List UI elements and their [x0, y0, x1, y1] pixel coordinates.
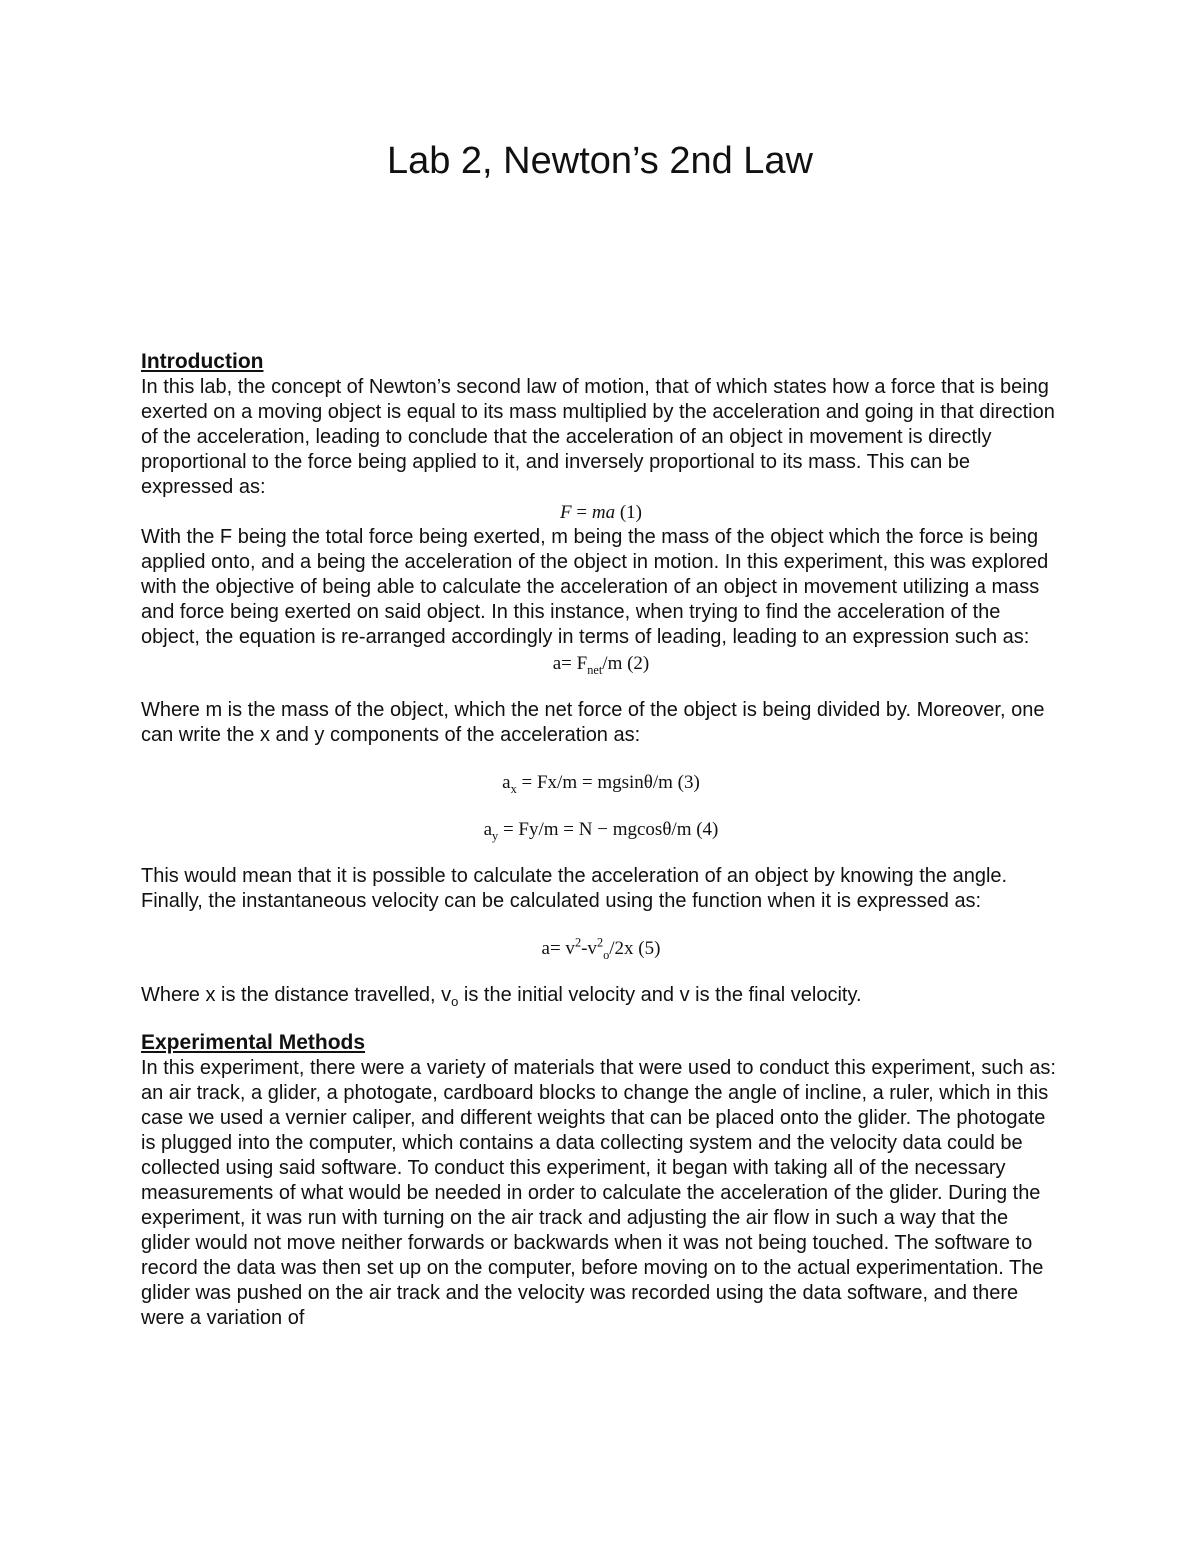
equation-1: F = ma (1)	[560, 502, 642, 523]
methods-paragraph-1: In this experiment, there were a variety of materials that were used to conduct this experiment, such as: an air track, a glider, a photogate, cardboard blocks to change the angle of incline, a ruler, which in this case we used a vernier caliper, and different weights that can be placed onto the glider. The photogate is plugged into the computer, which contains a data collecting system and the velocity data could be collected using said software. To conduct this experiment, it began with taking all of the necessary measurements of what would be needed in order to calculate the acceleration of the glider. During the experiment, it was run with turning on the air track and adjusting the air flow in such a way that the glider would not move neither forwards or backwards when it was not being touched. The software to record the data was then set up on the computer, before moving on to the actual experimentation. The glider was pushed on the air track and the velocity was recorded using the data software, and there were a variation of	[141, 1057, 1056, 1329]
intro-paragraph-1: In this lab, the concept of Newton’s second law of motion, that of which states how a force that is being exerted on a moving object is equal to its mass multiplied by the acceleration and going in that direction of the acceleration, leading to conclude that the acceleration of an object in movement is directly proportional to the force being applied to it, and inversely proportional to its mass. This can be expressed as:	[141, 376, 1055, 498]
document-body	[141, 349, 1061, 1331]
equation-4: $a_y = Fy/m = N - mgcos\theta/m$ (4)	[483, 819, 719, 843]
equation-3: $a_x = Fx/m = mgsin\theta/m$ (3)	[502, 772, 700, 796]
introduction-heading: Introduction	[141, 350, 264, 373]
intro-paragraph-5: Where x is the distance travelled, $v_o$ is the initial velocity and v is the final velocity.	[141, 984, 862, 1009]
page-title: Lab 2, Newton’s 2nd Law	[386, 140, 814, 182]
equation-5: $a= v^2-v^2_o/2x$ (5)	[541, 935, 661, 962]
intro-paragraph-3: Where m is the mass of the object, which the net force of the object is being divided by. Moreover, one can write the x and y components of the acceleration as:	[141, 699, 1045, 746]
experimental-methods-heading: Experimental Methods	[141, 1031, 366, 1054]
intro-paragraph-2: With the F being the total force being exerted, m being the mass of the object which the force is being applied onto, and a being the acceleration of the object in motion. In this experiment, this was explored with the objective of being able to calculate the acceleration of an object in movement utilizing a mass and force being exerted on said object. In this instance, when trying to find the acceleration of the object, the equation is re-arranged accordingly in terms of leading, leading to an expression such as:	[141, 526, 1049, 648]
equation-2: $a= F_{net}/m$ (2)	[552, 653, 650, 677]
intro-paragraph-4: This would mean that it is possible to calculate the acceleration of an object by knowing the angle. Finally, the instantaneous velocity can be calculated using the function when it is expressed as:	[141, 865, 1008, 912]
